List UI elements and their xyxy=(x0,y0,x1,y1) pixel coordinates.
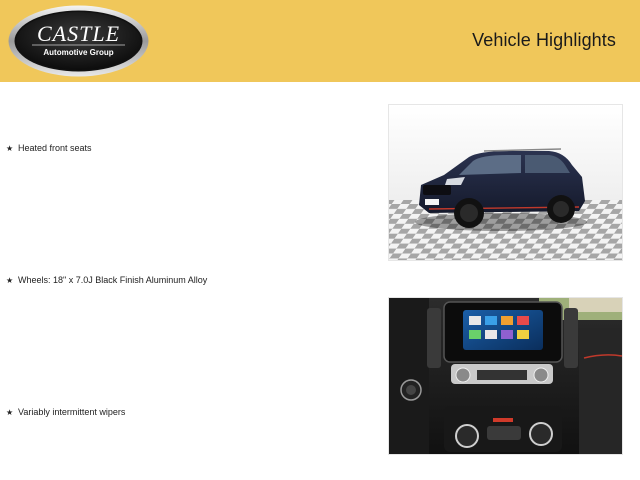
exterior-photo xyxy=(388,104,623,261)
suv-exterior-photo xyxy=(389,105,622,260)
star-icon: ★ xyxy=(6,143,14,153)
interior-photo xyxy=(388,297,623,455)
logo-name: CASTLE xyxy=(36,21,121,46)
castle-logo[interactable] xyxy=(8,5,149,77)
star-icon: ★ xyxy=(6,407,14,417)
header-banner xyxy=(0,0,640,82)
logo-tagline: Automotive Group xyxy=(43,48,114,57)
dashboard-infotainment-photo xyxy=(389,298,622,454)
highlight-item xyxy=(6,143,92,153)
highlight-item xyxy=(6,275,207,285)
highlight-text: Wheels: 18" x 7.0J Black Finish Aluminum Alloy xyxy=(18,275,208,285)
page-title: Vehicle Highlights xyxy=(472,30,616,50)
star-icon: ★ xyxy=(6,275,14,285)
highlight-text: Variably intermittent wipers xyxy=(18,407,126,417)
highlight-item xyxy=(6,407,125,417)
highlight-text: Heated front seats xyxy=(18,143,92,153)
